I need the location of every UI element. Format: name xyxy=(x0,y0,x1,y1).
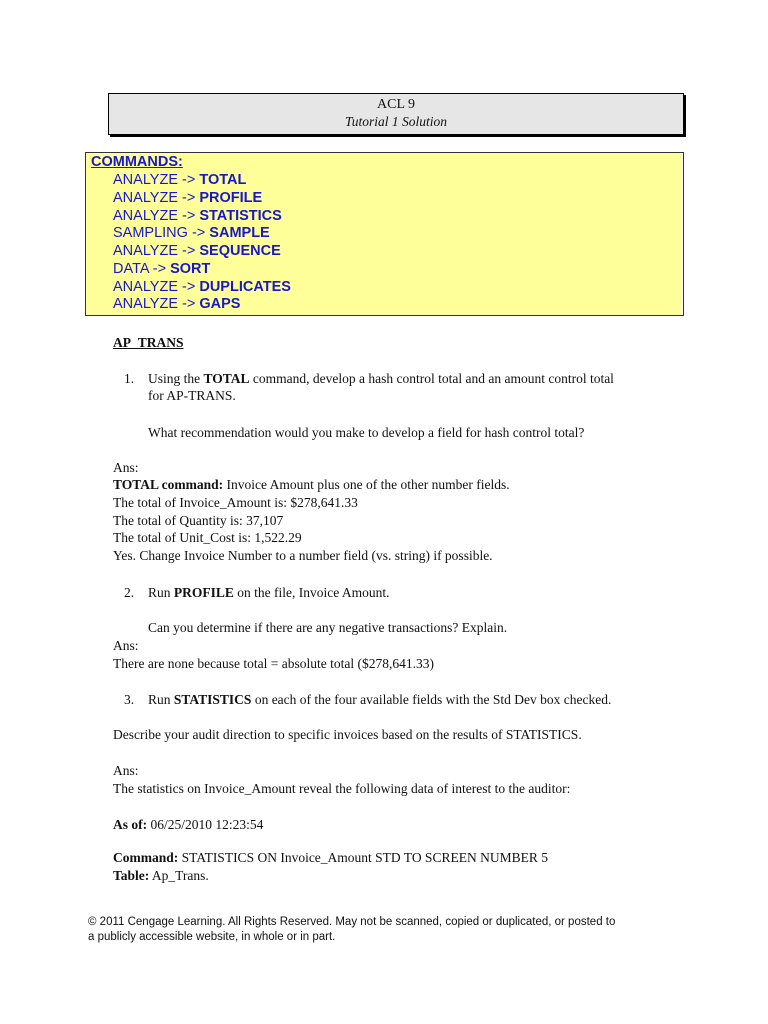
command-item xyxy=(113,261,210,277)
question-text xyxy=(148,371,614,387)
answer-line: The total of Quantity is: 37,107 xyxy=(113,513,284,528)
question-text xyxy=(148,692,611,708)
question-prompt: Describe your audit direction to specific invoices based on the results of STATISTICS. xyxy=(113,727,582,742)
command-keyword: SEQUENCE xyxy=(199,243,281,259)
command-label: Command: xyxy=(113,850,179,865)
command-line xyxy=(113,850,548,866)
table-value: Ap_Trans. xyxy=(149,868,209,883)
question-post: on each of the four available fields with the Std Dev box checked. xyxy=(251,692,612,707)
question-pre: Using the xyxy=(148,371,204,386)
document-subtitle: Tutorial 1 Solution xyxy=(344,114,448,129)
command-value: STATISTICS ON Invoice_Amount STD TO SCREEN NUMBER 5 xyxy=(178,850,548,865)
section-title: AP_TRANS xyxy=(113,335,184,350)
document-title: ACL 9 xyxy=(377,97,415,112)
command-prefix: ANALYZE -> xyxy=(113,243,200,259)
title-box xyxy=(108,93,684,135)
as-of-label: As of: xyxy=(113,817,148,832)
command-prefix: SAMPLING -> xyxy=(113,225,210,241)
command-prefix: ANALYZE -> xyxy=(113,296,200,312)
command-item xyxy=(113,225,270,241)
as-of-value: 06/25/2010 12:23:54 xyxy=(147,817,264,832)
question-post: on the file, Invoice Amount. xyxy=(233,585,390,600)
question-prompt: Can you determine if there are any negative transactions? Explain. xyxy=(148,620,508,635)
commands-heading: COMMANDS: xyxy=(91,154,183,170)
answer-line: Yes. Change Invoice Number to a number field (vs. string) if possible. xyxy=(113,548,493,563)
command-keyword: DUPLICATES xyxy=(199,279,291,295)
question-prompt: What recommendation would you make to develop a field for hash control total? xyxy=(148,425,585,440)
answer-line: There are none because total = absolute total ($278,641.33) xyxy=(113,656,435,671)
command-keyword: PROFILE xyxy=(199,190,263,206)
question-keyword: PROFILE xyxy=(173,585,234,600)
question-number: 1. xyxy=(124,371,135,386)
command-keyword: GAPS xyxy=(199,296,241,312)
command-keyword: SORT xyxy=(170,261,211,277)
command-item xyxy=(113,172,246,188)
answer-line: The statistics on Invoice_Amount reveal the following data of interest to the auditor: xyxy=(113,781,571,796)
answer-line: The total of Unit_Cost is: 1,522.29 xyxy=(113,530,302,545)
command-prefix: ANALYZE -> xyxy=(113,190,200,206)
question-text xyxy=(148,585,390,601)
command-prefix: ANALYZE -> xyxy=(113,279,200,295)
question-pre: Run xyxy=(148,585,174,600)
answer-label: Ans: xyxy=(113,638,139,653)
answer-lead-rest: Invoice Amount plus one of the other number fields. xyxy=(223,477,510,492)
copyright-footer xyxy=(88,915,688,945)
command-keyword: STATISTICS xyxy=(199,208,282,224)
question-keyword: TOTAL xyxy=(203,371,250,386)
command-item xyxy=(113,243,281,259)
commands-box xyxy=(85,152,684,316)
table-label: Table: xyxy=(113,868,150,883)
command-item xyxy=(113,279,291,295)
question-number: 3. xyxy=(124,692,135,707)
question-number: 2. xyxy=(124,585,135,600)
copyright-line-2: a publicly accessible website, in whole or in part. xyxy=(88,931,336,943)
answer-lead xyxy=(113,477,510,493)
table-line xyxy=(113,868,209,884)
command-prefix: ANALYZE -> xyxy=(113,208,200,224)
command-prefix: ANALYZE -> xyxy=(113,172,200,188)
question-keyword: STATISTICS xyxy=(173,692,252,707)
answer-lead-bold: TOTAL command: xyxy=(113,477,224,492)
question-post: command, develop a hash control total and an amount control total xyxy=(249,371,614,386)
question-text-line2: for AP-TRANS. xyxy=(148,388,236,403)
answer-line: The total of Invoice_Amount is: $278,641.33 xyxy=(113,495,358,510)
question-pre: Run xyxy=(148,692,174,707)
command-item xyxy=(113,296,240,312)
command-keyword: SAMPLE xyxy=(209,225,270,241)
command-item xyxy=(113,208,282,224)
command-prefix: DATA -> xyxy=(113,261,171,277)
answer-label: Ans: xyxy=(113,460,139,475)
command-item xyxy=(113,190,262,206)
as-of-line xyxy=(113,817,263,833)
command-keyword: TOTAL xyxy=(199,172,247,188)
copyright-line-1: © 2011 Cengage Learning. All Rights Reserved. May not be scanned, copied or duplicated, or posted to xyxy=(88,916,616,928)
answer-label: Ans: xyxy=(113,763,139,778)
